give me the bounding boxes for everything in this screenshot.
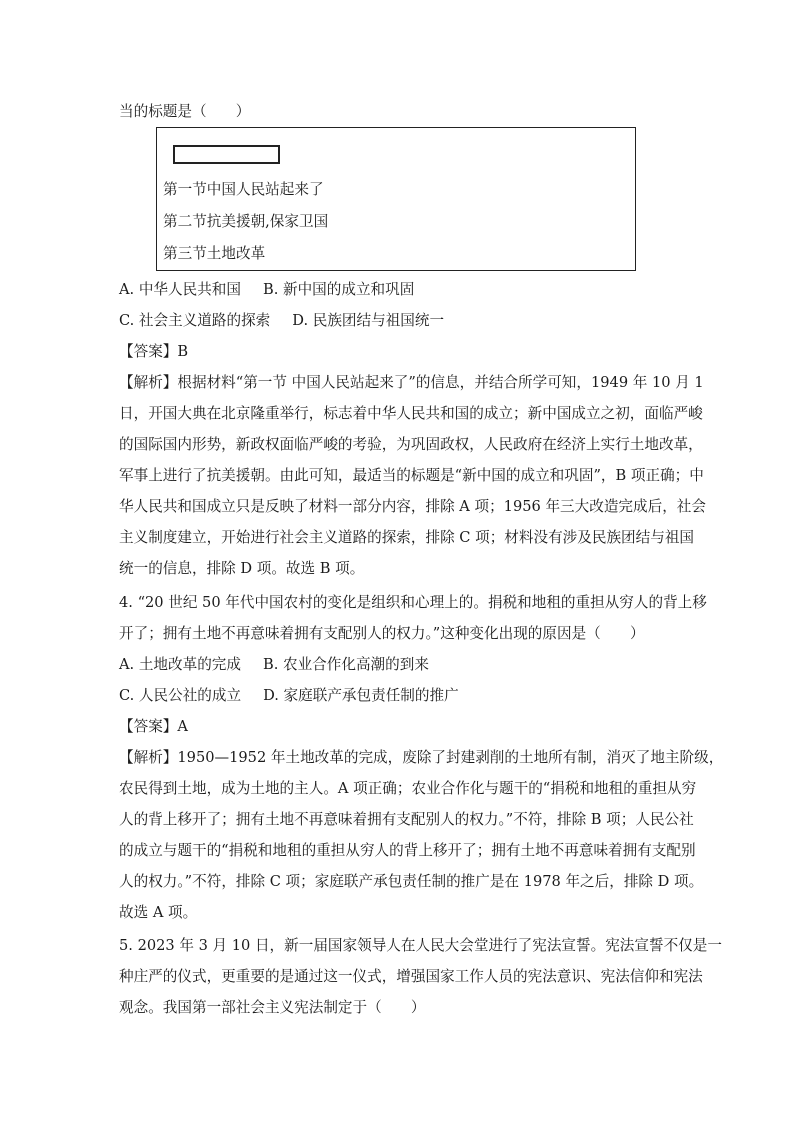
q4-option-d: D. 家庭联产承包责任制的推广 — [263, 687, 459, 704]
q3-options-row1 — [119, 280, 414, 300]
material-line-3: 第三节土地改革 — [163, 245, 266, 262]
q3-analysis-line-2: 日，开国大典在北京隆重举行，标志着中华人民共和国的成立；新中国成立之初，面临严峻 — [119, 405, 703, 422]
q4-option-b: B. 农业合作化高潮的到来 — [262, 656, 429, 673]
q3-analysis-line-6: 主义制度建立，开始进行社会主义道路的探索，排除 C 项；材料没有涉及民族团结与祖国 — [119, 529, 695, 546]
q3-stem-tail: 当的标题是（ ） — [119, 103, 251, 120]
q3-analysis-line-7: 统一的信息，排除 D 项。故选 B 项。 — [119, 560, 365, 577]
q5-stem-line-3: 观念。我国第一部社会主义宪法制定于（ ） — [119, 999, 426, 1016]
q3-option-b: B. 新中国的成立和巩固 — [262, 281, 415, 298]
q5-stem-line-2: 种庄严的仪式，更重要的是通过这一仪式，增强国家工作人员的宪法意识、宪法信仰和宪法 — [119, 968, 703, 985]
q4-analysis-line-3: 人的背上移开了；拥有土地不再意味着拥有支配别人的权力。”不符，排除 B 项；人民公社 — [119, 811, 694, 828]
q4-analysis-line-6: 故选 A 项。 — [119, 904, 198, 921]
q4-stem-line-1: 4. “20 世纪 50 年代中国农村的变化是组织和心理上的。捐税和地租的重担从穷人的背上移 — [119, 594, 707, 611]
q4-options-row2 — [119, 686, 459, 706]
q4-option-a: A. 土地改革的完成 — [119, 656, 241, 673]
material-box — [156, 127, 636, 271]
q4-analysis-line-1: 【解析】1950—1952 年土地改革的完成，废除了封建剥削的土地所有制，消灭了地主阶级， — [119, 749, 724, 766]
q3-analysis-line-5: 华人民共和国成立只是反映了材料一部分内容，排除 A 项；1956 年三大改造完成后，社会 — [119, 498, 706, 515]
q5-stem-line-1: 5. 2023 年 3 月 10 日，新一届国家领导人在人民大会堂进行了宪法宣誓。宪法宣誓不仅是一 — [119, 937, 722, 954]
q3-answer: 【答案】B — [119, 343, 189, 360]
q4-answer: 【答案】A — [119, 718, 188, 735]
q3-option-a: A. 中华人民共和国 — [119, 281, 241, 298]
q4-analysis-line-5: 人的权力。”不符，排除 C 项；家庭联产承包责任制的推广是在 1978 年之后，排除 D 项。 — [119, 873, 704, 890]
q4-analysis-line-2: 农民得到土地，成为土地的主人。A 项正确；农业合作化与题干的“捐税和地租的重担从穷 — [119, 780, 697, 797]
q4-stem-line-2: 开了；拥有土地不再意味着拥有支配别人的权力。”这种变化出现的原因是（ ） — [119, 625, 645, 642]
q4-option-c: C. 人民公社的成立 — [119, 687, 242, 704]
q3-analysis-line-3: 的国际国内形势，新政权面临严峻的考验，为巩固政权，人民政府在经济上实行土地改革， — [119, 436, 703, 453]
q3-option-c: C. 社会主义道路的探索 — [119, 312, 271, 329]
q3-option-d: D. 民族团结与祖国统一 — [292, 312, 445, 329]
blank-title-box — [173, 145, 280, 164]
q4-analysis-line-4: 的成立与题干的“捐税和地租的重担从穷人的背上移开了；拥有土地不再意味着拥有支配别 — [119, 842, 696, 859]
q3-analysis-line-4: 军事上进行了抗美援朝。由此可知，最适当的标题是“新中国的成立和巩固”，B 项正确；中 — [119, 467, 704, 484]
material-line-2: 第二节抗美援朝,保家卫国 — [163, 213, 329, 230]
q4-options-row1 — [119, 655, 429, 675]
material-line-1: 第一节中国人民站起来了 — [163, 181, 324, 198]
q3-options-row2 — [119, 311, 444, 331]
q3-analysis-line-1: 【解析】根据材料“第一节 中国人民站起来了”的信息，并结合所学可知，1949 年 10 月 1 — [119, 374, 704, 391]
